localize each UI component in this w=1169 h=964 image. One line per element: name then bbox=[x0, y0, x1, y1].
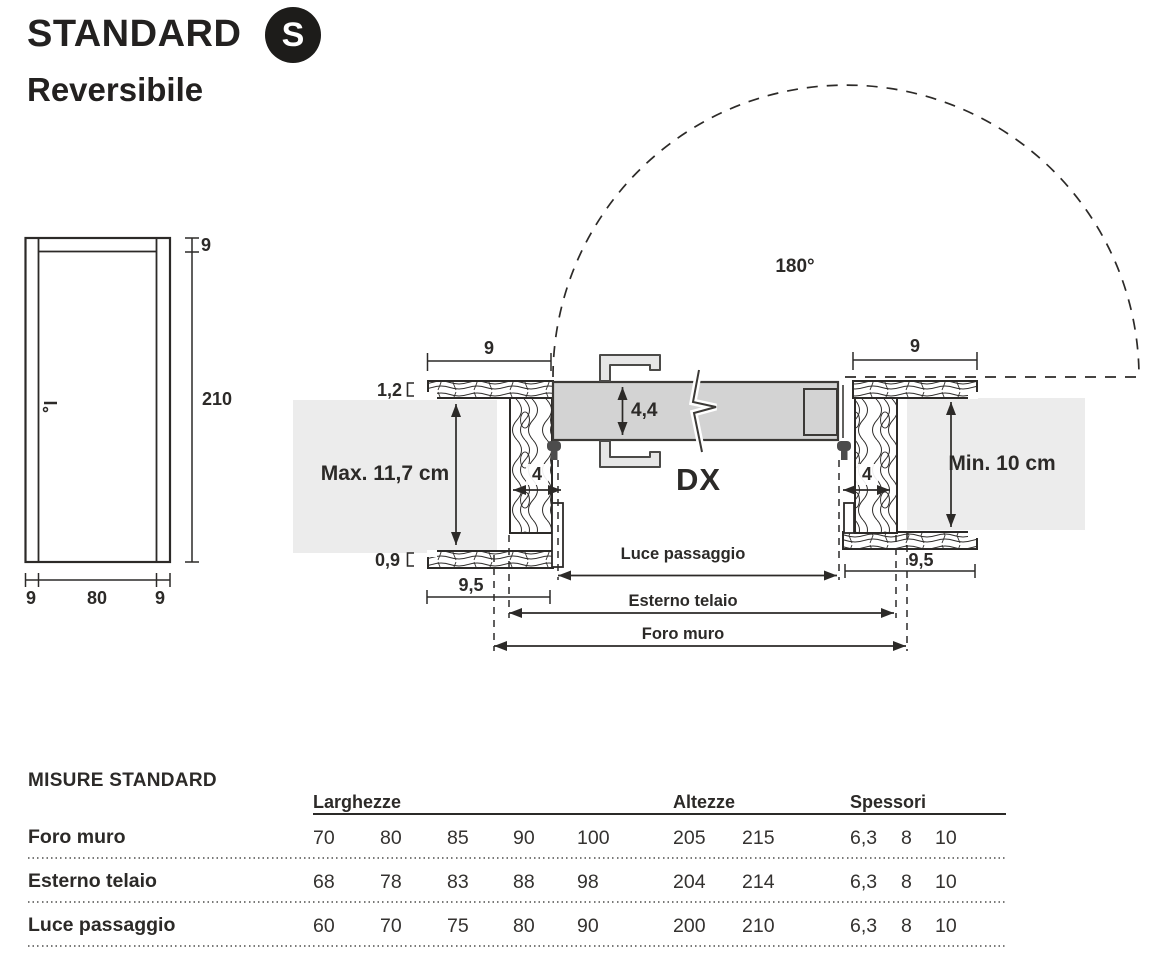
table-cell: 83 bbox=[447, 871, 469, 893]
table-cell: 205 bbox=[673, 827, 706, 849]
swing-angle-label: 180° bbox=[775, 256, 815, 277]
table-cell: 6,3 bbox=[850, 827, 878, 849]
front-width-dimension bbox=[26, 573, 171, 587]
table-cell: 85 bbox=[447, 827, 469, 849]
table-cell: 200 bbox=[673, 915, 706, 937]
table-cell: 80 bbox=[513, 915, 535, 937]
table-cell: 10 bbox=[935, 915, 957, 937]
front-height-dimension bbox=[185, 238, 199, 562]
gasket-right-icon bbox=[837, 441, 851, 460]
adjust-left-label: 4 bbox=[526, 464, 548, 485]
table-cell: 10 bbox=[935, 827, 957, 849]
table-cell: 70 bbox=[313, 827, 335, 849]
table-cell: 8 bbox=[901, 827, 912, 849]
table-row-label: Esterno telaio bbox=[28, 870, 157, 892]
table-cell: 210 bbox=[742, 915, 775, 937]
adjust-right-label: 4 bbox=[856, 464, 878, 485]
table-row-divider bbox=[28, 901, 1006, 903]
table-cell: 90 bbox=[513, 827, 535, 849]
table-group-larghezze: Larghezze bbox=[313, 792, 402, 812]
table-cell: 215 bbox=[742, 827, 775, 849]
table-cell: 70 bbox=[380, 915, 402, 937]
table-cell: 88 bbox=[513, 871, 535, 893]
table-cell: 10 bbox=[935, 871, 957, 893]
luce-passaggio-label: Luce passaggio bbox=[620, 545, 746, 563]
table-cell: 68 bbox=[313, 871, 335, 893]
front-height-dim: 210 bbox=[202, 389, 233, 409]
table-cell: 100 bbox=[577, 827, 610, 849]
leaf-thickness-label: 4,4 bbox=[631, 400, 658, 421]
arch-left-width-label: 9 bbox=[483, 338, 494, 358]
table-row-label: Luce passaggio bbox=[28, 914, 176, 936]
arch-thickness-top-label: 1,2 bbox=[376, 380, 402, 400]
hand-label: DX bbox=[676, 462, 722, 497]
table-bottom-divider bbox=[28, 945, 1006, 947]
foro-muro-label: Foro muro bbox=[641, 625, 725, 643]
table-cell: 8 bbox=[901, 871, 912, 893]
front-top-dim: 9 bbox=[201, 235, 212, 255]
front-bottom-left-dim: 9 bbox=[25, 588, 36, 608]
table-cell: 6,3 bbox=[850, 871, 878, 893]
table-cell: 8 bbox=[901, 915, 912, 937]
lock-box bbox=[804, 389, 837, 435]
arch-right-width-label: 9 bbox=[909, 336, 920, 356]
table-row-label: Foro muro bbox=[28, 826, 126, 848]
hinge-bracket-top-icon bbox=[600, 355, 660, 381]
table-cell: 6,3 bbox=[850, 915, 878, 937]
frame-depth-left-label: 9,5 bbox=[458, 575, 484, 595]
min-wall-label: Min. 10 cm bbox=[948, 452, 1056, 475]
hinge-bracket-bottom-icon bbox=[600, 441, 660, 467]
table-cell: 80 bbox=[380, 827, 402, 849]
arch-thickness-bottom-bracket bbox=[408, 553, 415, 566]
door-plan-view bbox=[293, 85, 1139, 651]
table-title: MISURE STANDARD bbox=[28, 770, 217, 791]
page-subtitle: Reversibile bbox=[27, 71, 204, 108]
arch-thickness-top-bracket bbox=[408, 383, 415, 396]
page-title: STANDARD bbox=[27, 13, 242, 55]
arch-thickness-bottom-label: 0,9 bbox=[374, 550, 400, 570]
table-cell: 98 bbox=[577, 871, 599, 893]
table-cell: 75 bbox=[447, 915, 469, 937]
front-bottom-right-dim: 9 bbox=[154, 588, 165, 608]
esterno-telaio-label: Esterno telaio bbox=[628, 592, 738, 610]
front-bottom-center-dim: 80 bbox=[86, 588, 108, 608]
frame-depth-right-label: 9,5 bbox=[908, 550, 934, 570]
door-front-view bbox=[26, 238, 200, 587]
table-row-divider bbox=[28, 857, 1006, 859]
max-wall-label: Max. 11,7 cm bbox=[320, 462, 450, 485]
stop-right bbox=[844, 503, 854, 533]
table-group-spessori: Spessori bbox=[850, 792, 927, 812]
table-cell: 60 bbox=[313, 915, 335, 937]
table-cell: 204 bbox=[673, 871, 706, 893]
table-cell: 90 bbox=[577, 915, 599, 937]
front-door-outline bbox=[26, 238, 171, 562]
table-header-rule bbox=[313, 813, 1006, 815]
table-cell: 78 bbox=[380, 871, 402, 893]
table-group-altezze: Altezze bbox=[673, 792, 736, 812]
series-badge-letter: S bbox=[281, 15, 305, 54]
table-cell: 214 bbox=[742, 871, 775, 893]
swing-arc bbox=[553, 85, 1139, 377]
